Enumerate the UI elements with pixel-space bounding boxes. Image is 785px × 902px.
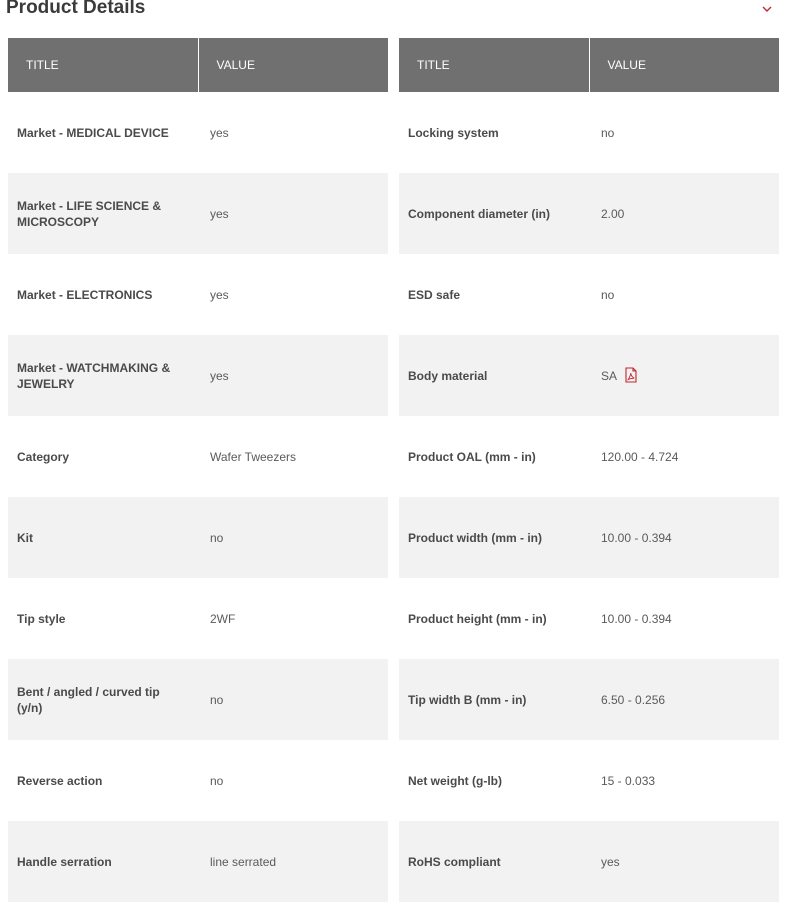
pdf-icon[interactable] xyxy=(624,367,638,383)
row-label: RoHS compliant xyxy=(399,821,589,902)
spec-table-left xyxy=(8,38,388,902)
column-header-value: VALUE xyxy=(198,38,388,92)
row-value: yes xyxy=(198,92,388,173)
row-value: yes xyxy=(589,821,779,902)
table-row xyxy=(8,497,388,578)
row-value: yes xyxy=(198,254,388,335)
row-value: 10.00 - 0.394 xyxy=(589,578,779,659)
table-row xyxy=(8,821,388,902)
row-label: Product height (mm - in) xyxy=(399,578,589,659)
table-header-row xyxy=(8,38,388,92)
row-value: 15 - 0.033 xyxy=(589,740,779,821)
table-row xyxy=(399,740,779,821)
row-value: no xyxy=(198,659,388,740)
row-label: Market - LIFE SCIENCE & MICROSCOPY xyxy=(8,173,198,254)
body-material-value: SA xyxy=(601,369,618,383)
row-label: Bent / angled / curved tip (y/n) xyxy=(8,659,198,740)
row-label: Product width (mm - in) xyxy=(399,497,589,578)
table-header-row xyxy=(399,38,779,92)
row-value: 6.50 - 0.256 xyxy=(589,659,779,740)
section-header xyxy=(0,0,785,22)
table-row xyxy=(399,335,779,416)
row-label: Category xyxy=(8,416,198,497)
table-row xyxy=(8,92,388,173)
row-label: Reverse action xyxy=(8,740,198,821)
row-label: Market - WATCHMAKING & JEWELRY xyxy=(8,335,198,416)
table-row xyxy=(8,335,388,416)
column-header-title: TITLE xyxy=(399,38,589,92)
row-value: 10.00 - 0.394 xyxy=(589,497,779,578)
row-value: 120.00 - 4.724 xyxy=(589,416,779,497)
table-row xyxy=(399,659,779,740)
row-label: Market - MEDICAL DEVICE xyxy=(8,92,198,173)
spec-table-right xyxy=(399,38,779,902)
row-label: Tip width B (mm - in) xyxy=(399,659,589,740)
row-label: Market - ELECTRONICS xyxy=(8,254,198,335)
row-label: Component diameter (in) xyxy=(399,173,589,254)
row-label: Tip style xyxy=(8,578,198,659)
column-header-value: VALUE xyxy=(589,38,779,92)
table-row xyxy=(399,416,779,497)
row-label: Body material xyxy=(399,335,589,416)
row-label: Product OAL (mm - in) xyxy=(399,416,589,497)
chevron-down-icon[interactable] xyxy=(760,3,774,15)
row-value: Wafer Tweezers xyxy=(198,416,388,497)
page-title: Product Details xyxy=(6,0,146,18)
row-value: no xyxy=(589,254,779,335)
table-row xyxy=(399,821,779,902)
row-value: 2WF xyxy=(198,578,388,659)
row-label: Net weight (g-lb) xyxy=(399,740,589,821)
table-row xyxy=(399,497,779,578)
row-value: yes xyxy=(198,335,388,416)
row-label: Kit xyxy=(8,497,198,578)
table-row xyxy=(8,659,388,740)
table-row xyxy=(399,578,779,659)
table-row xyxy=(399,173,779,254)
table-row xyxy=(8,173,388,254)
row-value: line serrated xyxy=(198,821,388,902)
row-label: Locking system xyxy=(399,92,589,173)
table-row xyxy=(399,92,779,173)
row-value: no xyxy=(198,740,388,821)
column-header-title: TITLE xyxy=(8,38,198,92)
table-row xyxy=(399,254,779,335)
row-value: 2.00 xyxy=(589,173,779,254)
row-label: ESD safe xyxy=(399,254,589,335)
table-row xyxy=(8,578,388,659)
row-label: Handle serration xyxy=(8,821,198,902)
row-value: no xyxy=(198,497,388,578)
table-row xyxy=(8,416,388,497)
table-row xyxy=(8,740,388,821)
row-value: yes xyxy=(198,173,388,254)
row-value xyxy=(589,335,779,416)
row-value: no xyxy=(589,92,779,173)
table-row xyxy=(8,254,388,335)
